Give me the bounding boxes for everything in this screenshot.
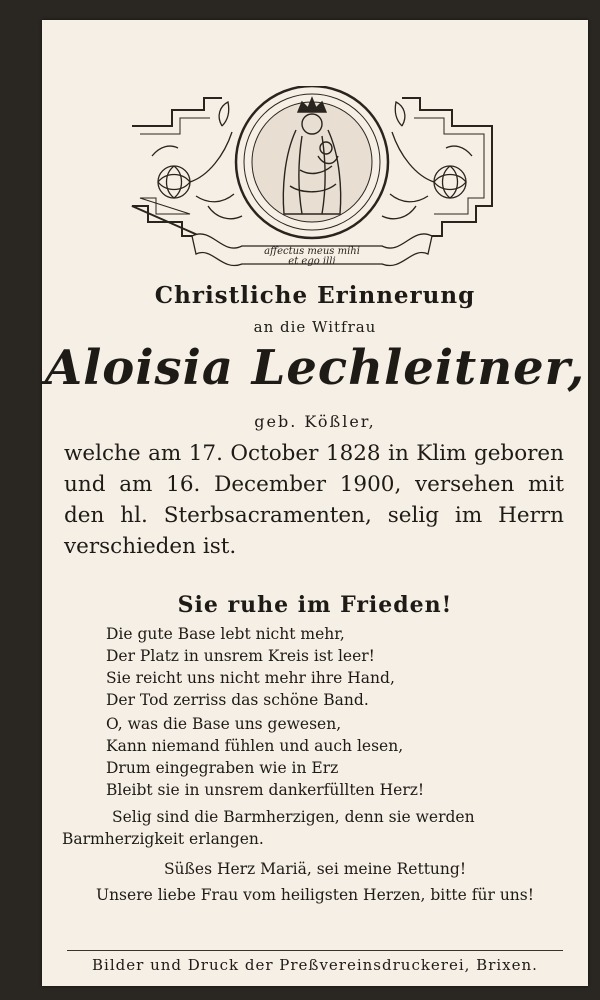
poem-line: Der Platz in unsrem Kreis ist leer!	[106, 647, 375, 665]
motto-line-2: et ego illi	[288, 256, 336, 267]
deceased-name: Aloisia Lechleitner,	[44, 340, 586, 396]
poem-line: Bleibt sie in unsrem dankerfüllten Herz!	[106, 781, 425, 799]
footer-divider	[67, 950, 563, 951]
printer-imprint: Bilder und Druck der Preßvereinsdruckerei, Brixen.	[92, 956, 538, 974]
motto-line-1: affectus meus mihi	[264, 246, 360, 257]
rest-in-peace-heading: Sie ruhe im Frieden!	[177, 592, 453, 618]
poem-line: Sie reicht uns nicht mehr ihre Hand,	[106, 669, 395, 687]
poem-stanza-1	[106, 623, 395, 711]
madonna-emblem	[112, 86, 512, 272]
poem-line: Der Tod zerriss das schöne Band.	[106, 691, 369, 709]
beatitude-prayer: Selig sind die Barmherzigen, denn sie werden Barmherzigkeit erlangen.	[62, 808, 475, 848]
card-title: Christliche Erinnerung	[154, 282, 476, 309]
sacred-heart-prayer: Süßes Herz Mariä, sei meine Rettung!	[163, 860, 467, 878]
maiden-name: geb. Kößler,	[254, 412, 376, 431]
biography-text: welche am 17. October 1828 in Klim geboren und am 16. December 1900, versehen mit den hl. Sterbsacramenten, selig im Herrn verschieden ist.	[64, 441, 564, 559]
poem-stanza-2	[106, 713, 424, 801]
memorial-card	[42, 20, 588, 986]
poem-line: Kann niemand fühlen und auch lesen,	[106, 737, 404, 755]
poem-line: Die gute Base lebt nicht mehr,	[106, 625, 345, 643]
poem-line: O, was die Base uns gewesen,	[106, 715, 342, 733]
poem-line: Drum eingegraben wie in Erz	[106, 759, 339, 777]
card-subtitle: an die Witfrau	[253, 318, 377, 336]
our-lady-prayer: Unsere liebe Frau vom heiligsten Herzen, bitte für uns!	[96, 886, 534, 904]
